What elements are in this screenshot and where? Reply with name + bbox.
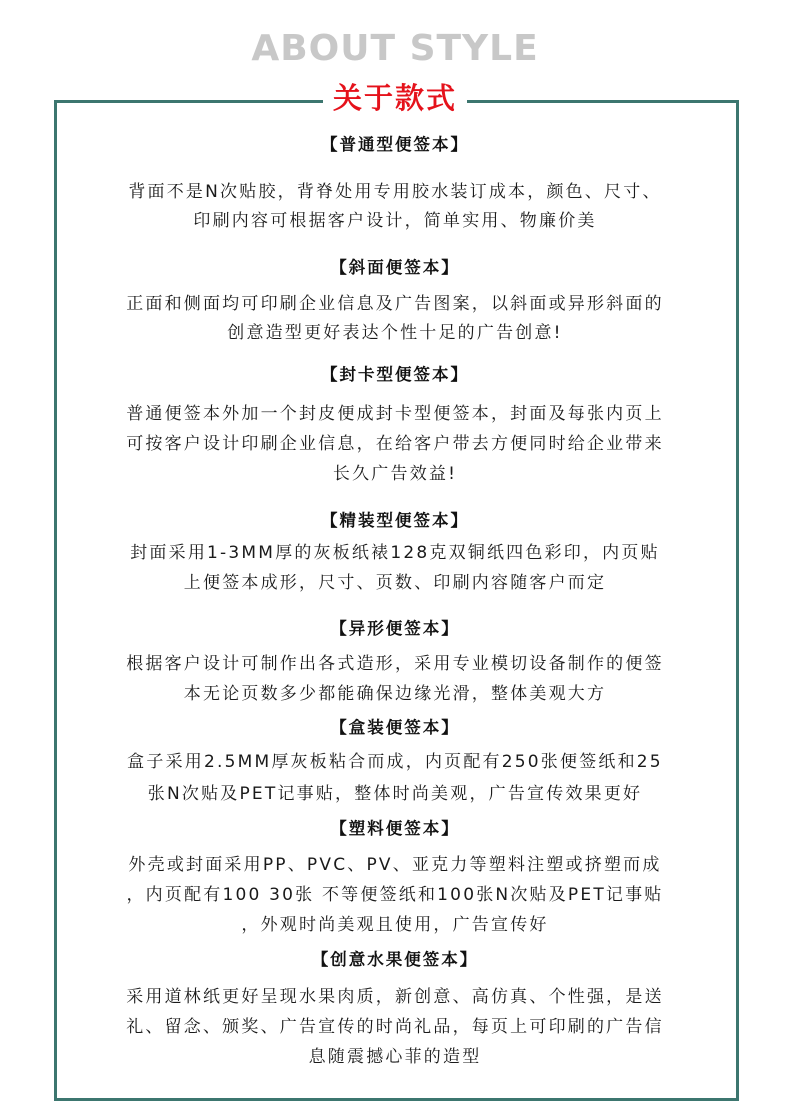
section-text-line: 礼、留念、颁奖、广告宣传的时尚礼品，每页上可印刷的广告信 [126,1017,664,1037]
section-text-line: 普通便签本外加一个封皮便成封卡型便签本，封面及每张内页上 [126,404,664,424]
section-heading: 【创意水果便签本】 [311,950,479,969]
section-text-line: ，外观时尚美观且使用，广告宣传好 [241,915,549,935]
section-text-line: 盒子采用2.5MM厚灰板粘合而成，内页配有250张便签纸和25 [127,752,663,772]
section-heading: 【斜面便签本】 [330,258,460,277]
section-heading: 【异形便签本】 [330,619,460,638]
chinese-title: 关于款式 [323,76,467,120]
section-text-line: 创意造型更好表达个性十足的广告创意! [227,323,563,343]
section-text-line: 上便签本成形，尺寸、页数、印刷内容随客户而定 [183,573,607,593]
section-text-line: 本无论页数多少都能确保边缘光滑，整体美观大方 [183,684,607,704]
section-text-line: 根据客户设计可制作出各式造形，采用专业模切设备制作的便签 [126,654,664,674]
section-text-line: 息随震撼心菲的造型 [308,1047,482,1067]
section-text-line: 正面和侧面均可印刷企业信息及广告图案，以斜面或异形斜面的 [126,294,664,314]
section-text-line: 印刷内容可根据客户设计，简单实用、物廉价美 [193,211,597,231]
section-heading: 【塑料便签本】 [330,819,460,838]
chinese-title-wrap [0,76,790,120]
section-text-line: 外壳或封面采用PP、PVC、PV、亚克力等塑料注塑或挤塑而成 [128,855,662,875]
section-text-line: ，内页配有100 30张 不等便签纸和100张N次贴及PET记事贴 [126,885,664,905]
section-text-line: 长久广告效益! [332,464,458,484]
section-heading: 【封卡型便签本】 [321,365,469,384]
section-text-line: 可按客户设计印刷企业信息，在给客户带去方便同时给企业带来 [126,434,664,454]
section-heading: 【普通型便签本】 [321,135,469,154]
section-text-line: 封面采用1-3MM厚的灰板纸裱128克双铜纸四色彩印，内页贴 [130,543,660,563]
section-text-line: 张N次贴及PET记事贴，整体时尚美观，广告宣传效果更好 [147,784,643,804]
english-title: ABOUT STYLE [251,28,539,69]
section-text-line: 背面不是N次贴胶，背脊处用专用胶水装订成本，颜色、尺寸、 [128,182,662,202]
section-heading: 【精装型便签本】 [321,511,469,530]
section-heading: 【盒装便签本】 [330,718,460,737]
section-text-line: 采用道林纸更好呈现水果肉质，新创意、高仿真、个性强，是送 [126,987,664,1007]
